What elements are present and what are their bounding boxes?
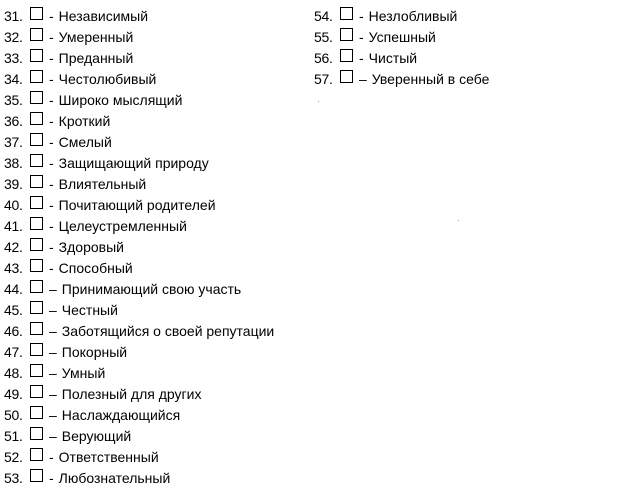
list-item [4,383,274,404]
checkbox[interactable] [30,469,43,482]
item-label: Полезный для других [61,385,202,402]
questionnaire-column-right [314,5,489,89]
item-dash: - [49,259,54,276]
checkbox[interactable] [30,70,43,83]
item-label: Умный [61,364,106,381]
list-item [4,404,274,425]
item-number: 57. [314,70,333,87]
item-dash: - [359,28,364,45]
checkbox[interactable] [30,49,43,62]
checkbox[interactable] [30,91,43,104]
checkbox[interactable] [30,196,43,209]
item-number: 52. [4,448,23,465]
item-label: Широко мыслящий [58,91,183,108]
item-number: 37. [4,133,23,150]
item-dash: – [49,364,57,381]
scan-speck [458,220,459,221]
item-label: Ответственный [58,448,159,465]
item-number: 33. [4,49,23,66]
item-label: Влиятельный [58,175,147,192]
item-number: 44. [4,280,23,297]
list-item [4,341,274,362]
item-number: 38. [4,154,23,171]
list-item [314,68,489,89]
item-dash: – [49,406,57,423]
checkbox[interactable] [30,406,43,419]
checkbox[interactable] [30,448,43,461]
item-dash: - [49,112,54,129]
item-dash: - [49,133,54,150]
item-label: Честный [61,301,118,318]
item-number: 53. [4,469,23,486]
checkbox[interactable] [30,133,43,146]
checkbox[interactable] [30,364,43,377]
item-dash: - [49,28,54,45]
checkbox[interactable] [30,217,43,230]
checkbox[interactable] [30,427,43,440]
list-item [4,320,274,341]
list-item [4,173,274,194]
item-dash: - [359,49,364,66]
item-dash: - [49,238,54,255]
checkbox[interactable] [30,175,43,188]
item-label: Честолюбивый [58,70,157,87]
item-label: Любознательный [58,469,171,486]
item-dash: - [49,49,54,66]
list-item [314,26,489,47]
item-label: Здоровый [58,238,124,255]
item-dash: – [49,343,57,360]
item-label: Кроткий [58,112,111,129]
checkbox[interactable] [340,70,353,83]
item-number: 34. [4,70,23,87]
item-number: 51. [4,427,23,444]
item-dash: - [359,7,364,24]
list-item [4,131,274,152]
checkbox[interactable] [340,7,353,20]
item-dash: – [49,280,57,297]
item-dash: – [359,70,367,87]
item-number: 47. [4,343,23,360]
list-item [4,425,274,446]
item-number: 40. [4,196,23,213]
item-number: 50. [4,406,23,423]
list-item [4,110,274,131]
item-number: 42. [4,238,23,255]
item-dash: - [49,70,54,87]
item-label: Успешный [368,28,436,45]
list-item [4,26,274,47]
list-item [4,446,274,467]
item-label: Покорный [61,343,128,360]
item-label: Незлобливый [368,7,458,24]
list-item [4,215,274,236]
item-label: Умеренный [58,28,134,45]
item-dash: - [49,196,54,213]
item-number: 46. [4,322,23,339]
checkbox[interactable] [30,154,43,167]
item-number: 49. [4,385,23,402]
item-number: 39. [4,175,23,192]
item-dash: – [49,301,57,318]
checkbox[interactable] [30,280,43,293]
item-label: Независимый [58,7,149,24]
item-label: Целеустремленный [58,217,187,234]
item-label: Наслаждающийся [61,406,181,423]
list-item [4,68,274,89]
item-dash: - [49,217,54,234]
item-number: 54. [314,7,333,24]
checkbox[interactable] [340,49,353,62]
scan-speck [318,101,319,102]
item-number: 32. [4,28,23,45]
item-label: Принимающий свою участь [61,280,242,297]
item-number: 35. [4,91,23,108]
list-item [4,362,274,383]
item-dash: - [49,448,54,465]
item-number: 43. [4,259,23,276]
item-dash: – [49,322,57,339]
item-dash: - [49,154,54,171]
item-number: 48. [4,364,23,381]
item-label: Способный [58,259,133,276]
list-item [4,278,274,299]
checkbox[interactable] [30,28,43,41]
checkbox[interactable] [30,7,43,20]
checkbox[interactable] [30,259,43,272]
item-label: Почитающий родителей [58,196,216,213]
item-label: Защищающий природу [58,154,209,171]
item-dash: – [49,385,57,402]
list-item [4,467,274,488]
list-item [4,89,274,110]
checkbox[interactable] [30,112,43,125]
list-item [4,152,274,173]
checkbox[interactable] [30,301,43,314]
item-dash: – [49,427,57,444]
item-dash: - [49,91,54,108]
list-item [314,47,489,68]
checkbox[interactable] [340,28,353,41]
item-label: Уверенный в себе [371,70,490,87]
item-number: 31. [4,7,23,24]
item-dash: - [49,175,54,192]
item-dash: - [49,7,54,24]
item-number: 36. [4,112,23,129]
checkbox[interactable] [30,343,43,356]
item-dash: - [49,469,54,486]
list-item [4,5,274,26]
item-number: 45. [4,301,23,318]
checkbox[interactable] [30,238,43,251]
checkbox[interactable] [30,385,43,398]
questionnaire-column-left [4,5,274,488]
item-label: Верующий [61,427,132,444]
list-item [4,299,274,320]
list-item [4,236,274,257]
item-label: Заботящийся о своей репутации [61,322,275,339]
list-item [314,5,489,26]
item-number: 55. [314,28,333,45]
item-number: 56. [314,49,333,66]
item-number: 41. [4,217,23,234]
item-label: Преданный [58,49,134,66]
checkbox[interactable] [30,322,43,335]
list-item [4,257,274,278]
list-item [4,47,274,68]
list-item [4,194,274,215]
item-label: Смелый [58,133,112,150]
item-label: Чистый [368,49,418,66]
